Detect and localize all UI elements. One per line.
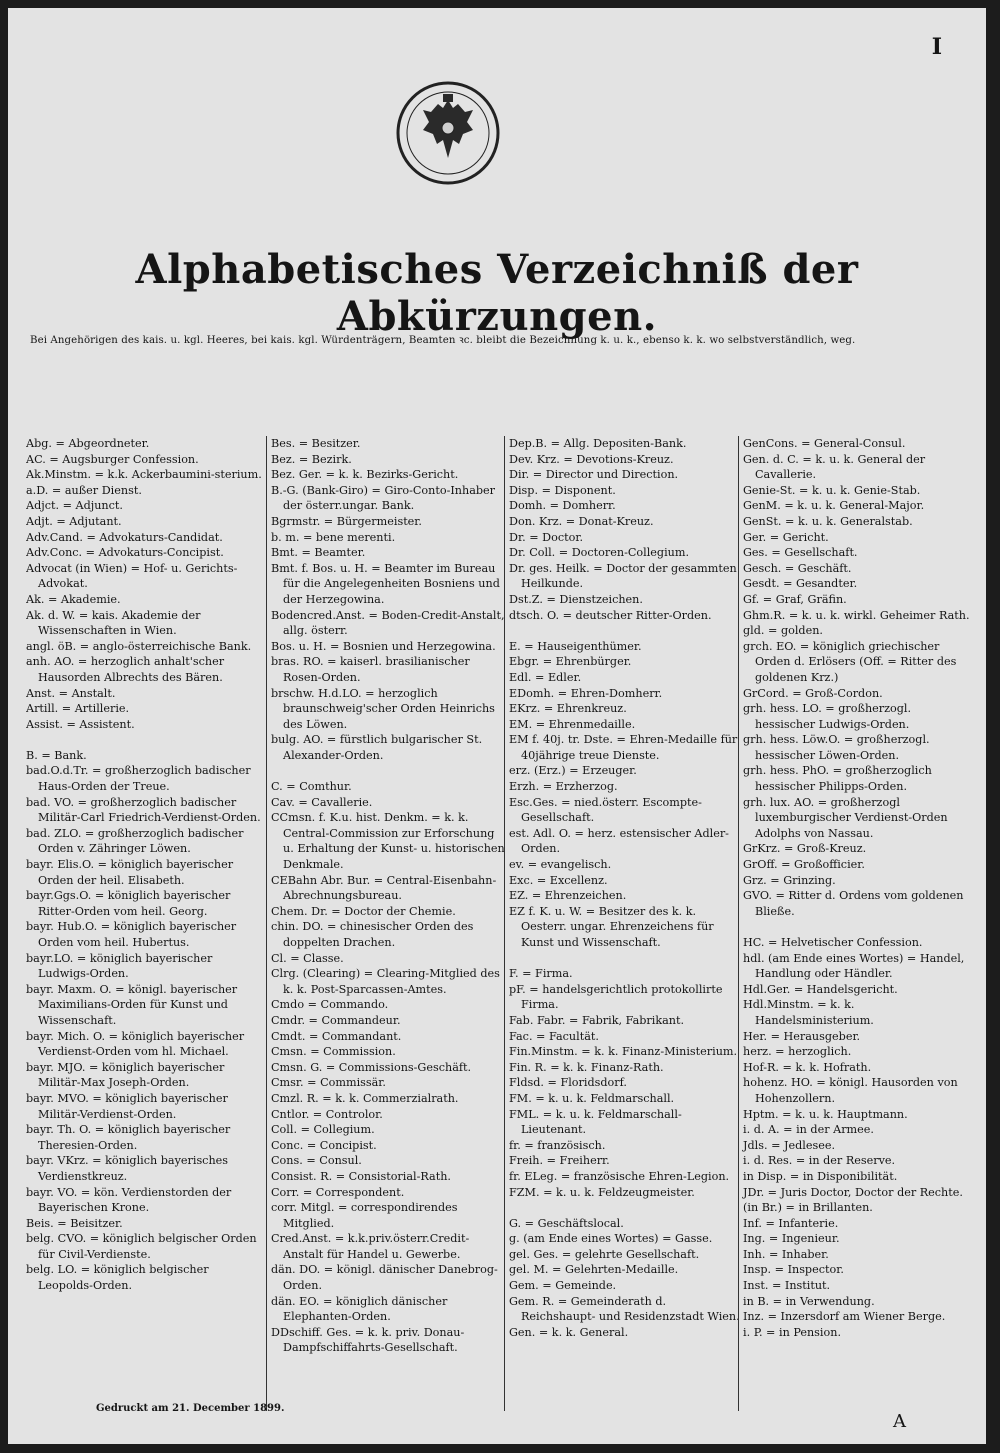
abbreviation-entry: Anst. = Anstalt. <box>26 686 116 700</box>
section-gap <box>271 763 507 779</box>
abbreviation-entry: Her. = Herausgeber. <box>743 1029 861 1043</box>
abbreviation-entry: Dep.B. = Allg. Depositen-Bank. <box>509 437 687 450</box>
abbreviation-entry: EZ. = Ehrenzeichen. <box>509 889 627 903</box>
abbreviation-entry: bayr. MVO. = königlich bayerischer Militär-Verdienst-Orden. <box>26 1091 228 1121</box>
abbreviation-entry: Disp. = Disponent. <box>509 483 616 497</box>
abbreviation-entry: i. d. A. = in der Armee. <box>743 1123 874 1137</box>
print-date: Gedruckt am 21. December 1899. <box>96 1403 285 1414</box>
abbreviation-entry: Gem. R. = Gemeinderath d. Reichshaupt- und Residenzstadt Wien. <box>509 1294 740 1324</box>
abbreviation-entry: dtsch. O. = deutscher Ritter-Orden. <box>509 608 712 622</box>
abbreviation-entry: GrKrz. = Groß-Kreuz. <box>743 842 867 856</box>
abbreviation-entry: CCmsn. f. K.u. hist. Denkm. = k. k. Central-Commission zur Erforschung u. Erhaltung der Kunst- u. historischen Denkmale. <box>271 811 505 872</box>
abbreviation-entry: GrOff. = Großofficier. <box>743 858 865 872</box>
abbreviation-entry: F. = Firma. <box>509 967 573 981</box>
abbreviation-entry: Hdl.Ger. = Handelsgericht. <box>743 982 898 996</box>
section-gap <box>509 951 741 967</box>
page-signature: A <box>893 1411 906 1432</box>
abbreviation-entry: Cons. = Consul. <box>271 1154 362 1168</box>
abbreviation-entry: EKrz. = Ehrenkreuz. <box>509 702 627 716</box>
abbreviation-entry: dän. EO. = königlich dänischer Elephanten-Orden. <box>271 1294 448 1324</box>
section-gap <box>509 1200 741 1216</box>
abbreviation-entry: b. m. = bene merenti. <box>271 530 396 544</box>
abbreviation-entry: grch. EO. = königlich griechischer Orden d. Erlösers (Off. = Ritter des goldenen Krz.) <box>743 639 957 684</box>
abbreviation-entry: grh. hess. LO. = großherzogl. hessischer Ludwigs-Orden. <box>743 702 912 731</box>
abbreviation-entry: Fin.Minstm. = k. k. Finanz-Ministerium. <box>509 1045 738 1059</box>
abbreviation-entry: Exc. = Excellenz. <box>509 873 608 887</box>
abbreviation-entry: C. = Comthur. <box>271 780 352 794</box>
abbreviation-entry: Inz. = Inzersdorf am Wiener Berge. <box>743 1310 946 1324</box>
abbreviation-entry: Bmt. = Beamter. <box>271 546 366 560</box>
abbreviation-entry: Ges. = Gesellschaft. <box>743 546 858 560</box>
abbreviation-entry: Dir. = Director und Direction. <box>509 468 679 482</box>
abbreviation-entry: bayr. Maxm. O. = königl. bayerischer Maximilians-Orden für Kunst und Wissenschaft. <box>26 982 238 1027</box>
abbreviation-entry: belg. LO. = königlich belgischer Leopolds-Orden. <box>26 1263 209 1293</box>
abbreviation-entry: bayr. Elis.O. = königlich bayerischer Orden der heil. Elisabeth. <box>26 858 234 887</box>
abbreviation-entry: brschw. H.d.LO. = herzoglich braunschweig'scher Orden Heinrichs des Löwen. <box>271 686 495 731</box>
abbreviation-entry: Ak. d. W. = kais. Akademie der Wissenschaften in Wien. <box>26 608 201 638</box>
abbreviation-entry: Cmsn. G. = Commissions-Geschäft. <box>271 1060 472 1074</box>
abbreviation-entry: GrCord. = Groß-Cordon. <box>743 686 883 700</box>
abbreviation-entry: grh. lux. AO. = großherzogl luxemburgischer Verdienst-Orden Adolphs von Nassau. <box>743 795 948 840</box>
abbreviation-entry: dän. DO. = königl. dänischer Danebrog-Orden. <box>271 1263 498 1293</box>
abbreviation-entry: herz. = herzoglich. <box>743 1045 852 1059</box>
abbreviation-entry: Domh. = Domherr. <box>509 499 616 513</box>
abbreviation-entry: Gesch. = Geschäft. <box>743 561 852 575</box>
abbreviation-entry: Consist. R. = Consistorial-Rath. <box>271 1169 451 1183</box>
abbreviation-entry: Bez. = Bezirk. <box>271 452 352 466</box>
abbreviation-entry: Dr. Coll. = Doctoren-Collegium. <box>509 546 690 560</box>
abbreviation-entry: Cmsn. = Commission. <box>271 1045 396 1059</box>
abbreviation-entry: bayr. VO. = kön. Verdienstorden der Bayerischen Krone. <box>26 1185 232 1215</box>
abbreviation-entry: EM f. 40j. tr. Dste. = Ehren-Medaille für 40jährige treue Dienste. <box>509 733 738 762</box>
stamp-eagle-icon <box>393 78 503 188</box>
abbreviation-entry: bayr. Hub.O. = königlich bayerischer Orden vom heil. Hubertus. <box>26 920 237 949</box>
abbreviation-entry: bayr. Mich. O. = königlich bayerischer Verdienst-Orden vom hl. Michael. <box>26 1029 245 1059</box>
abbreviation-entry: Inf. = Infanterie. <box>743 1216 839 1230</box>
abbreviation-entry: Dr. ges. Heilk. = Doctor der gesammten Heilkunde. <box>509 561 737 591</box>
abbreviation-entry: Bos. u. H. = Bosnien und Herzegowina. <box>271 639 496 653</box>
abbreviation-entry: B.-G. (Bank-Giro) = Giro-Conto-Inhaber der österr.ungar. Bank. <box>271 483 496 513</box>
abbreviation-entry: Insp. = Inspector. <box>743 1263 844 1277</box>
abbreviation-entry: Cntlor. = Controlor. <box>271 1107 383 1121</box>
section-gap <box>26 732 262 748</box>
abbreviation-entry: Bodencred.Anst. = Boden-Credit-Anstalt, allg. österr. <box>271 608 505 638</box>
abbreviation-entry: Bez. Ger. = k. k. Bezirks-Gericht. <box>271 468 459 482</box>
abbreviation-entry: grh. hess. Löw.O. = großherzogl. hessischer Löwen-Orden. <box>743 733 930 762</box>
abbreviation-entry: Ak.Minstm. = k.k. Ackerbaumini-sterium. <box>26 468 262 482</box>
abbreviation-entry: Genie-St. = k. u. k. Genie-Stab. <box>743 483 921 497</box>
abbreviation-entry: angl. öB. = anglo-österreichische Bank. <box>26 639 252 653</box>
abbreviation-entry: G. = Geschäftslocal. <box>509 1216 624 1230</box>
abbreviation-entry: Cmdt. = Commandant. <box>271 1029 402 1043</box>
page-number: I <box>931 34 942 60</box>
abbreviation-entry: Beis. = Beisitzer. <box>26 1216 123 1230</box>
abbreviation-entry: Clrg. (Clearing) = Clearing-Mitglied des k. k. Post-Sparcassen-Amtes. <box>271 967 500 996</box>
abbreviation-entry: pF. = handelsgerichtlich protokollirte Firma. <box>509 982 723 1012</box>
abbreviation-entry: JDr. = Juris Doctor, Doctor der Rechte. <box>743 1185 963 1199</box>
abbreviation-entry: erz. (Erz.) = Erzeuger. <box>509 764 637 778</box>
abbreviation-entry: Conc. = Concipist. <box>271 1138 377 1152</box>
abbreviation-entry: chin. DO. = chinesischer Orden des doppelten Drachen. <box>271 920 474 949</box>
abbreviation-entry: Gesdt. = Gesandter. <box>743 577 858 591</box>
abbreviation-entry: Bmt. f. Bos. u. H. = Beamter im Bureau für die Angelegenheiten Bosniens und der Herzegowina. <box>271 561 500 606</box>
column-3 <box>504 436 741 1411</box>
abbreviation-entry: GenSt. = k. u. k. Generalstab. <box>743 514 913 528</box>
abbreviation-entry: Chem. Dr. = Doctor der Chemie. <box>271 904 456 918</box>
abbreviation-entry: in Disp. = in Disponibilität. <box>743 1169 898 1183</box>
abbreviation-entry: corr. Mitgl. = correspondirendes Mitglied. <box>271 1201 458 1230</box>
abbreviation-entry: Advocat (in Wien) = Hof- u. Gerichts-Advokat. <box>26 561 238 591</box>
abbreviation-entry: bayr.Ggs.O. = königlich bayerischer Ritter-Orden vom heil. Georg. <box>26 889 231 918</box>
abbreviation-entry: Adjct. = Adjunct. <box>26 499 123 513</box>
abbreviation-entry: ev. = evangelisch. <box>509 858 612 872</box>
abbreviation-entry: DDschiff. Ges. = k. k. priv. Donau-Dampfschiffahrts-Gesellschaft. <box>271 1325 465 1355</box>
abbreviation-entry: EDomh. = Ehren-Domherr. <box>509 686 663 700</box>
abbreviation-entry: i. d. Res. = in der Reserve. <box>743 1154 896 1168</box>
abbreviation-entry: Dst.Z. = Dienstzeichen. <box>509 592 643 606</box>
abbreviation-entry: Cmdo = Commando. <box>271 998 389 1012</box>
abbreviation-entry: bras. RO. = kaiserl. brasilianischer Rosen-Orden. <box>271 655 470 684</box>
abbreviation-entry: Cl. = Classe. <box>271 951 344 965</box>
section-gap <box>743 919 971 935</box>
abbreviation-entry: Hof-R. = k. k. Hofrath. <box>743 1060 872 1074</box>
abbreviation-entry: FM. = k. u. k. Feldmarschall. <box>509 1091 675 1105</box>
abbreviation-entry: EZ f. K. u. W. = Besitzer des k. k. Oesterr. ungar. Ehrenzeichens für Kunst und Wissenschaft. <box>509 904 714 949</box>
abbreviation-entry: Don. Krz. = Donat-Kreuz. <box>509 514 654 528</box>
document-page <box>8 8 986 1444</box>
column-2 <box>266 436 507 1411</box>
abbreviation-entry: Assist. = Assistent. <box>26 717 135 731</box>
abbreviation-entry: Cmzl. R. = k. k. Commerzialrath. <box>271 1091 459 1105</box>
abbreviation-entry: bad. ZLO. = großherzoglich badischer Orden v. Zähringer Löwen. <box>26 826 244 856</box>
abbreviation-entry: Ak. = Akademie. <box>26 592 121 606</box>
abbreviation-entry: GenCons. = General-Consul. <box>743 437 906 450</box>
abbreviation-entry: Fab. Fabr. = Fabrik, Fabrikant. <box>509 1013 685 1027</box>
abbreviation-entry: bad. VO. = großherzoglich badischer Militär-Carl Friedrich-Verdienst-Orden. <box>26 795 261 825</box>
abbreviation-entry: Gen. = k. k. General. <box>509 1325 629 1339</box>
abbreviation-entry: Ghm.R. = k. u. k. wirkl. Geheimer Rath. <box>743 608 970 622</box>
abbreviation-entry: Fldsd. = Floridsdorf. <box>509 1076 627 1090</box>
column-4 <box>738 436 971 1411</box>
abbreviation-entry: Ing. = Ingenieur. <box>743 1232 840 1246</box>
abbreviation-entry: HC. = Helvetischer Confession. <box>743 936 923 949</box>
abbreviation-entry: in B. = in Verwendung. <box>743 1294 875 1308</box>
abbreviation-entry: Esc.Ges. = nied.österr. Escompte-Gesellschaft. <box>509 795 702 825</box>
abbreviation-entry: Inst. = Institut. <box>743 1279 831 1293</box>
abbreviation-entry: Abg. = Abgeordneter. <box>26 437 150 450</box>
abbreviation-entry: hohenz. HO. = königl. Hausorden von Hohenzollern. <box>743 1076 958 1105</box>
abbreviation-entry: bayr. Th. O. = königlich bayerischer Theresien-Orden. <box>26 1123 231 1152</box>
abbreviation-entry: FML. = k. u. k. Feldmarschall-Lieutenant. <box>509 1107 682 1137</box>
abbreviation-entry: Fac. = Facultät. <box>509 1029 599 1043</box>
abbreviation-entry: Bgrmstr. = Bürgermeister. <box>271 514 422 528</box>
abbreviation-entry: Gen. d. C. = k. u. k. General der Cavallerie. <box>743 452 926 482</box>
page-subtitle: Bei Angehörigen des kais. u. kgl. Heeres, bei kais. kgl. Würdenträgern, Beamten ꝛc. bleibt die Bezeichnung k. u. k., ebenso k. k. wo selbstverständlich, weg. <box>30 335 856 346</box>
abbreviation-entry: Dev. Krz. = Devotions-Kreuz. <box>509 452 674 466</box>
abbreviation-entry: Artill. = Artillerie. <box>26 702 130 716</box>
abbreviation-entry: Adv.Cand. = Advokaturs-Candidat. <box>26 530 223 544</box>
abbreviation-entry: a.D. = außer Dienst. <box>26 483 142 497</box>
abbreviation-entry: AC. = Augsburger Confession. <box>26 452 199 466</box>
abbreviation-entry: Adv.Conc. = Advokaturs-Concipist. <box>26 546 224 560</box>
abbreviation-entry: Hdl.Minstm. = k. k. Handelsministerium. <box>743 998 874 1027</box>
abbreviation-entry: Hptm. = k. u. k. Hauptmann. <box>743 1107 908 1121</box>
abbreviation-entry: Fin. R. = k. k. Finanz-Rath. <box>509 1060 664 1074</box>
abbreviation-entry: Gem. = Gemeinde. <box>509 1279 617 1293</box>
abbreviation-entry: Bes. = Besitzer. <box>271 437 361 450</box>
abbreviation-columns <box>26 436 970 1411</box>
abbreviation-entry: grh. hess. PhO. = großherzoglich hessischer Philipps-Orden. <box>743 764 932 794</box>
column-1 <box>26 436 262 1411</box>
abbreviation-entry: Cred.Anst. = k.k.priv.österr.Credit-Anstalt für Handel u. Gewerbe. <box>271 1232 470 1261</box>
abbreviation-entry: bad.O.d.Tr. = großherzoglich badischer Haus-Orden der Treue. <box>26 764 251 794</box>
abbreviation-entry: Freih. = Freiherr. <box>509 1154 610 1168</box>
abbreviation-entry: i. P. = in Pension. <box>743 1325 841 1339</box>
abbreviation-entry: Cav. = Cavallerie. <box>271 795 373 809</box>
abbreviation-entry: Corr. = Correspondent. <box>271 1185 405 1199</box>
abbreviation-entry: Erzh. = Erzherzog. <box>509 780 618 794</box>
abbreviation-entry: EM. = Ehrenmedaille. <box>509 717 636 731</box>
abbreviation-entry: Jdls. = Jedlesee. <box>743 1138 836 1152</box>
library-stamp <box>393 78 503 188</box>
abbreviation-entry: bulg. AO. = fürstlich bulgarischer St. Alexander-Orden. <box>271 733 483 762</box>
abbreviation-entry: Adjt. = Adjutant. <box>26 514 122 528</box>
abbreviation-entry: E. = Hauseigenthümer. <box>509 639 642 653</box>
abbreviation-entry: Ebgr. = Ehrenbürger. <box>509 655 632 669</box>
abbreviation-entry: hdl. (am Ende eines Wortes) = Handel, Handlung oder Händler. <box>743 951 965 981</box>
abbreviation-entry: fr. ELeg. = französische Ehren-Legion. <box>509 1169 730 1183</box>
abbreviation-entry: Ger. = Gericht. <box>743 530 829 544</box>
abbreviation-entry: est. Adl. O. = herz. estensischer Adler-Orden. <box>509 826 729 856</box>
abbreviation-entry: bayr. MJO. = königlich bayerischer Militär-Max Joseph-Orden. <box>26 1060 225 1090</box>
abbreviation-entry: fr. = französisch. <box>509 1138 606 1152</box>
abbreviation-entry: bayr.LO. = königlich bayerischer Ludwigs-Orden. <box>26 951 213 981</box>
abbreviation-entry: Coll. = Collegium. <box>271 1123 375 1137</box>
abbreviation-entry: anh. AO. = herzoglich anhalt'scher Hausorden Albrechts des Bären. <box>26 655 225 684</box>
abbreviation-entry: bayr. VKrz. = königlich bayerisches Verdienstkreuz. <box>26 1154 229 1183</box>
abbreviation-entry: Cmsr. = Commissär. <box>271 1076 386 1090</box>
abbreviation-entry: GenM. = k. u. k. General-Major. <box>743 499 925 513</box>
abbreviation-entry: (in Br.) = in Brillanten. <box>743 1201 873 1215</box>
abbreviation-entry: Dr. = Doctor. <box>509 530 584 544</box>
page-title: Alphabetisches Verzeichniß der Abkürzungen. <box>135 246 859 340</box>
abbreviation-entry: B. = Bank. <box>26 748 87 762</box>
abbreviation-entry: CEBahn Abr. Bur. = Central-Eisenbahn-Abrechnungsbureau. <box>271 873 497 903</box>
abbreviation-entry: Gf. = Graf, Gräfin. <box>743 592 847 606</box>
abbreviation-entry: gel. M. = Gelehrten-Medaille. <box>509 1263 679 1277</box>
section-gap <box>509 623 741 639</box>
abbreviation-entry: Inh. = Inhaber. <box>743 1247 829 1261</box>
abbreviation-entry: belg. CVO. = königlich belgischer Orden für Civil-Verdienste. <box>26 1232 257 1261</box>
abbreviation-entry: GVO. = Ritter d. Ordens vom goldenen Bließe. <box>743 889 964 918</box>
abbreviation-entry: g. (am Ende eines Wortes) = Gasse. <box>509 1232 713 1246</box>
abbreviation-entry: gld. = golden. <box>743 624 823 638</box>
abbreviation-entry: Grz. = Grinzing. <box>743 873 836 887</box>
abbreviation-entry: Edl. = Edler. <box>509 670 582 684</box>
abbreviation-entry: Cmdr. = Commandeur. <box>271 1013 401 1027</box>
abbreviation-entry: FZM. = k. u. k. Feldzeugmeister. <box>509 1185 695 1199</box>
abbreviation-entry: gel. Ges. = gelehrte Gesellschaft. <box>509 1247 700 1261</box>
